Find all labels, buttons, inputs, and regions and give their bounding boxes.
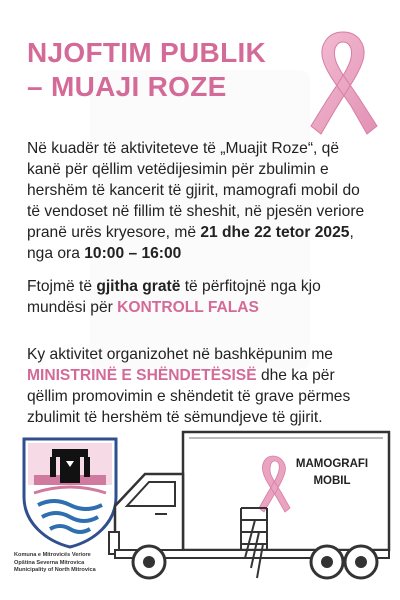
ministry-highlight: MINISTRINË E SHËNDETËSISË xyxy=(27,367,257,384)
truck-label xyxy=(292,456,372,490)
title-line-1: NJOFTIM PUBLIK xyxy=(27,37,267,68)
partnership-text: Ky aktivitet organizohet në bashkëpunim me xyxy=(27,346,333,363)
invitation-paragraph xyxy=(27,276,377,318)
municipality-name-albanian: Komuna e Mitrovicës Veriore xyxy=(14,552,91,558)
mobile-clinic-truck-icon xyxy=(95,428,395,593)
intro-paragraph xyxy=(27,138,377,264)
free-checkup-highlight: KONTROLL FALAS xyxy=(117,299,259,316)
pink-ribbon-icon xyxy=(303,26,383,141)
invitation-emphasis: gjitha gratë xyxy=(96,278,181,295)
event-time: 10:00 – 16:00 xyxy=(84,245,182,262)
event-date: 21 dhe 22 tetor 2025 xyxy=(200,224,350,241)
partnership-text-2: dhe ka për qëllim promovimin e shëndetit të grave përmes zbulimit të hershëm të sëmundjeve të gjirit. xyxy=(27,367,351,426)
page-title xyxy=(27,36,317,104)
title-line-2: – MUAJI ROZE xyxy=(27,71,227,102)
invitation-text: Ftojmë të xyxy=(27,278,97,295)
intro-text-time-prefix: , nga ora xyxy=(27,224,354,262)
invitation-text-2: të përfitojnë nga kjo mundësi për xyxy=(27,278,321,316)
truck-label-line-1: MAMOGRAFI xyxy=(295,458,369,470)
municipality-name-english: Municipality of North Mitrovica xyxy=(14,567,96,573)
truck-label-line-2: MOBIL xyxy=(313,475,351,487)
intro-text: Në kuadër të aktiviteteve të „Muajit Roze“, që kanë për qëllim vetëdijesimin për zbulimin e hershëm të kancerit të gjirit, mamografi mobil do të vendoset në fillim të sheshit, në pjesën veriore pranë urës kryesore, më xyxy=(27,140,365,241)
municipality-name-serbian: Opština Severna Mitrovica xyxy=(14,559,85,566)
partnership-paragraph xyxy=(27,344,377,428)
